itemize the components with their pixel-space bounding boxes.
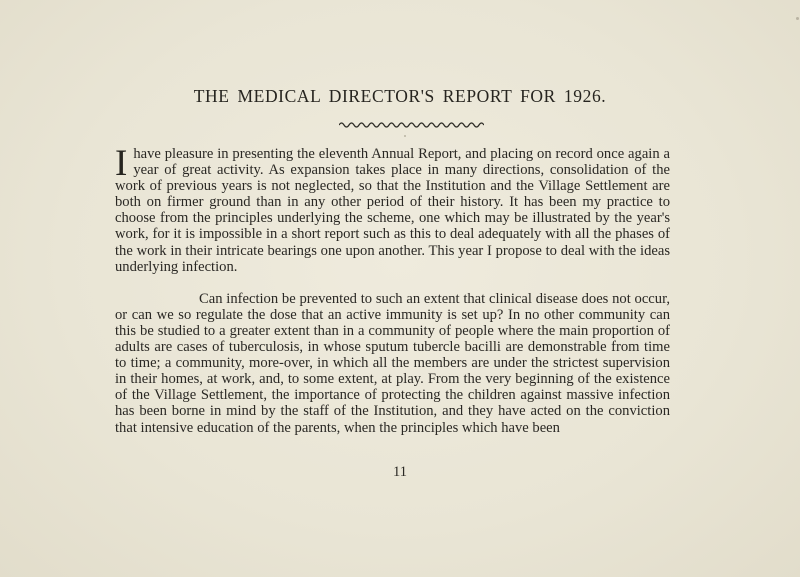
page-number: 11: [393, 464, 407, 480]
paper-speck: [796, 17, 799, 20]
drop-cap: I: [115, 143, 128, 184]
report-title: THE MEDICAL DIRECTOR'S REPORT FOR 1926.: [193, 86, 607, 106]
paper-speck: [404, 135, 406, 137]
report-body: [115, 143, 670, 436]
second-paragraph: Can infection be prevented to such an extent that clinical disease does not occur, or can we so regulate the dose that an active immunity is set up? In no other community can this be studied to a greater extent than in a community of people where the main proportion of adults are cases of tuberculosis, in whose sputum tubercle bacilli are demonstrable from time to time; a community, more-over, in which all the members are under the strictest supervision in their homes, at work, and, to some extent, at play. From the very beginning of the existence of the Village Settlement, the importance of protecting the children against massive infection has been borne in mind by the staff of the Institution, and they have acted on the conviction that intensive education of the parents, when the principles which have been: [115, 290, 670, 436]
wavy-rule-ornament: [339, 120, 484, 130]
opening-paragraph-text: have pleasure in presenting the eleventh Annual Report, and placing on record once again a year of great activity. As expansion takes place in many directions, consolidation of the work of previous years is not neglected, so that the Institution and the Village Settlement are both on firmer ground than in any other period of their history. It has been my practice to choose from the principles underlying the scheme, one which may be illustrated by the year's work, for it is impossible in a short report such as this to deal adequately with all the phases of the work in their intricate bearings one upon another. This year I propose to deal with the ideas underlying infection.: [115, 146, 670, 275]
opening-paragraph: [115, 143, 670, 275]
